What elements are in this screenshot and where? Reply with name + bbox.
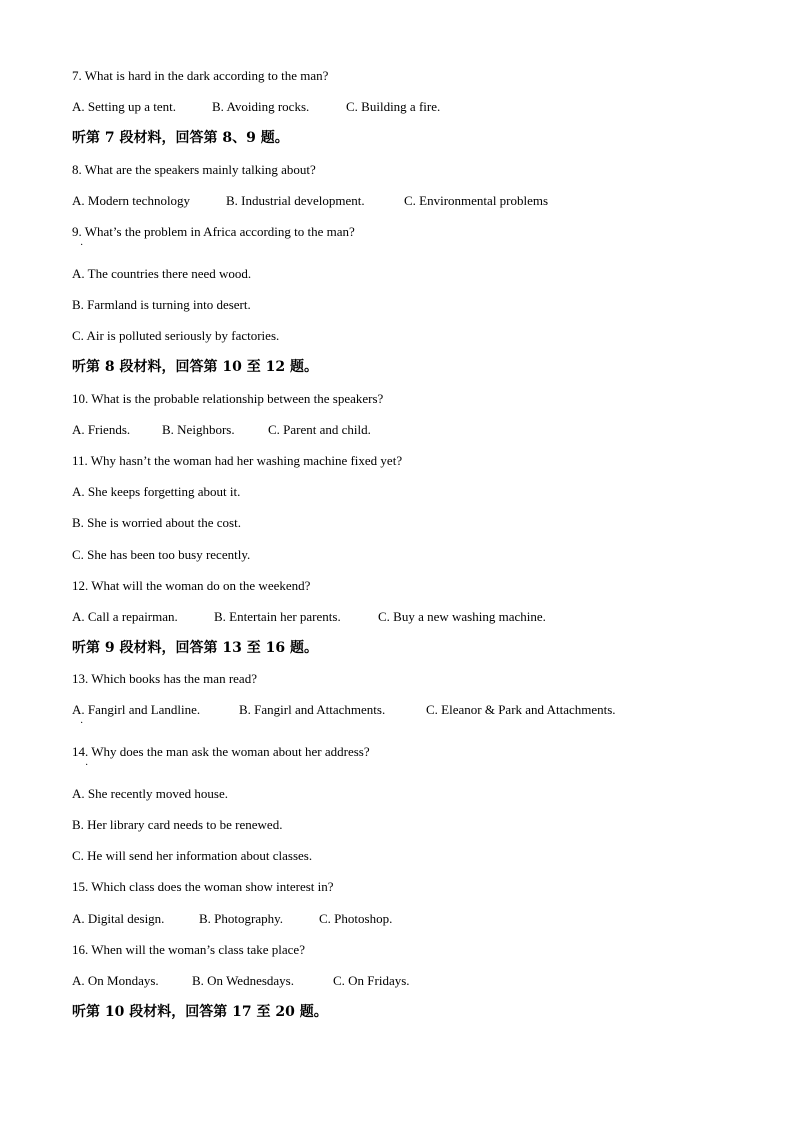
question-9: 9. What’s the problem in Africa according to the man? — [72, 224, 355, 239]
option-b: B. Fangirl and Attachments. — [239, 702, 386, 717]
option-a: A. On Mondays. — [72, 973, 159, 988]
question-12: 12. What will the woman do on the weekend? — [72, 578, 311, 593]
option-c: C. He will send her information about classes. — [72, 848, 313, 863]
option-b: B. Avoiding rocks. — [212, 99, 310, 114]
stray-dot: · — [80, 240, 84, 251]
question-7: 7. What is hard in the dark according to the man? — [72, 68, 329, 83]
stray-dot: · — [80, 718, 84, 729]
option-b: B. Industrial development. — [226, 193, 365, 208]
option-c: C. Photoshop. — [319, 911, 393, 926]
section-heading-8: 听第 8 段材料，回答第 10 至 12 题。 — [72, 359, 318, 375]
stray-dot: · — [85, 760, 89, 771]
option-a: A. Digital design. — [72, 911, 165, 926]
option-b: B. Neighbors. — [162, 422, 235, 437]
question-15: 15. Which class does the woman show interest in? — [72, 879, 334, 894]
question-13: 13. Which books has the man read? — [72, 671, 257, 686]
option-b: B. On Wednesdays. — [192, 973, 294, 988]
question-14: 14. Why does the man ask the woman about her address? — [72, 744, 370, 759]
option-b: B. Entertain her parents. — [214, 609, 341, 624]
option-a: A. Friends. — [72, 422, 131, 437]
question-11: 11. Why hasn’t the woman had her washing machine fixed yet? — [72, 453, 403, 468]
option-c: C. Air is polluted seriously by factories. — [72, 328, 280, 343]
option-a: A. Modern technology — [72, 193, 191, 208]
option-c: C. Parent and child. — [268, 422, 371, 437]
section-heading-10: 听第 10 段材料，回答第 17 至 20 题。 — [72, 1004, 328, 1020]
option-b: B. Photography. — [199, 911, 284, 926]
option-b: B. Farmland is turning into desert. — [72, 297, 251, 312]
option-c: C. She has been too busy recently. — [72, 547, 251, 562]
option-a: A. She recently moved house. — [72, 786, 228, 801]
option-a: A. Setting up a tent. — [72, 99, 176, 114]
option-b: B. Her library card needs to be renewed. — [72, 817, 283, 832]
option-c: C. Building a fire. — [346, 99, 441, 114]
option-a: A. The countries there need wood. — [72, 266, 252, 281]
option-c: C. Environmental problems — [404, 193, 549, 208]
section-heading-7: 听第 7 段材料，回答第 8、9 题。 — [72, 130, 289, 146]
option-c: C. Eleanor & Park and Attachments. — [426, 702, 616, 717]
option-a: A. Fangirl and Landline. — [72, 702, 201, 717]
option-c: C. On Fridays. — [333, 973, 410, 988]
section-heading-9: 听第 9 段材料，回答第 13 至 16 题。 — [72, 640, 318, 656]
question-8: 8. What are the speakers mainly talking about? — [72, 162, 316, 177]
option-a: A. Call a repairman. — [72, 609, 178, 624]
option-a: A. She keeps forgetting about it. — [72, 484, 241, 499]
question-16: 16. When will the woman’s class take place? — [72, 942, 305, 957]
option-b: B. She is worried about the cost. — [72, 515, 241, 530]
question-10: 10. What is the probable relationship between the speakers? — [72, 391, 384, 406]
option-c: C. Buy a new washing machine. — [378, 609, 546, 624]
